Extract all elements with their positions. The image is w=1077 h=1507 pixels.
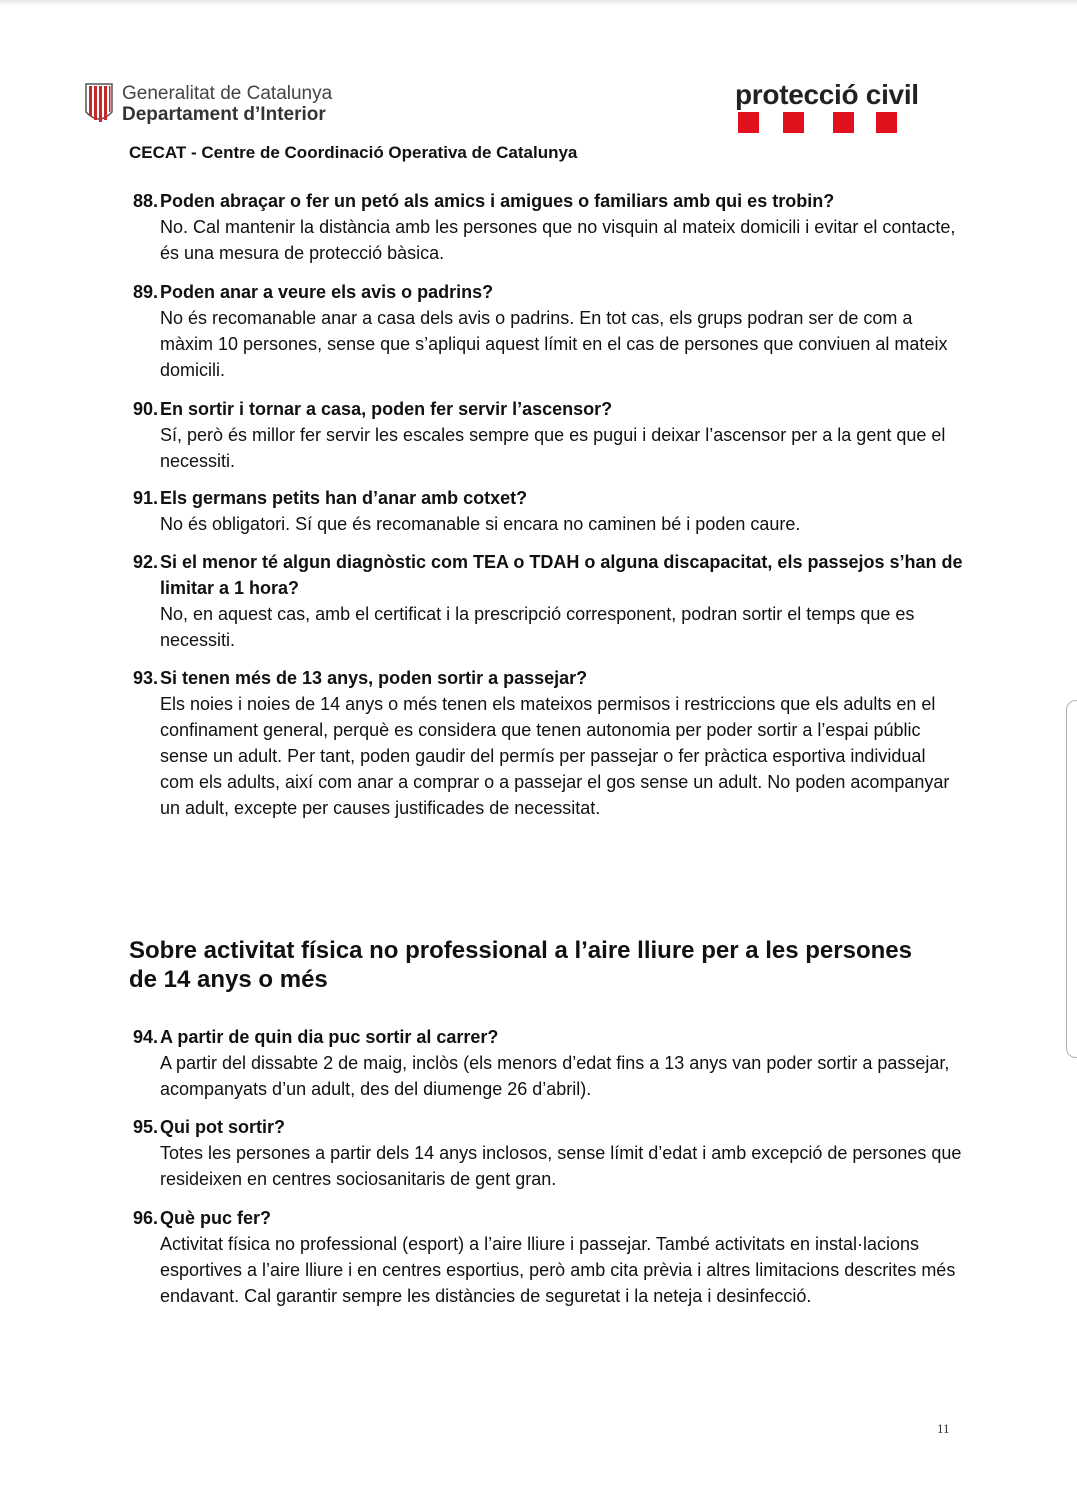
page-number: 11 bbox=[937, 1421, 950, 1436]
question-text: Poden abraçar o fer un petó als amics i amigues o familiars amb qui es trobin? bbox=[160, 191, 835, 211]
red-square bbox=[738, 112, 759, 133]
answer-text: No, en aquest cas, amb el certificat i la prescripció corresponent, podran sortir el temps que es necessiti. bbox=[160, 604, 915, 650]
faq-item-90 bbox=[133, 396, 963, 474]
question-number: 90. bbox=[133, 399, 159, 419]
question-number: 89. bbox=[133, 282, 159, 302]
proteccio-civil-logo bbox=[735, 80, 935, 136]
answer-text: Activitat física no professional (esport) a l’aire lliure i passejar. També activitats en instal·lacions esportives a l’aire lliure i en centres esportius, però amb cita prèvia i altres limitacions descrites més endavant. Cal garantir sempre les distàncies de seguretat i la neteja i desinfecció. bbox=[160, 1234, 956, 1306]
faq-item-91 bbox=[133, 485, 963, 537]
question-number: 88. bbox=[133, 191, 159, 211]
question-text: A partir de quin dia puc sortir al carrer? bbox=[160, 1027, 499, 1047]
question-number: 96. bbox=[133, 1208, 159, 1228]
question-text: Si tenen més de 13 anys, poden sortir a passejar? bbox=[160, 668, 588, 688]
top-edge-shadow bbox=[0, 0, 1077, 6]
answer-text: Totes les persones a partir dels 14 anys inclosos, sense límit d’edat i amb excepció de persones que resideixen en centres sociosanitaris de gent gran. bbox=[160, 1143, 962, 1189]
faq-item-96 bbox=[133, 1205, 963, 1309]
answer-text: Els noies i noies de 14 anys o més tenen els mateixos permisos i restriccions que els adults en el confinament general, perquè es considera que tenen autonomia per poder sortir a l’espai públic sense un adult. Per tant, poden gaudir del permís per passejar o fer pràctica esportiva individual com els adults, així com anar a comprar o a passejar el gos sense un adult. No poden acompanyar un adult, excepte per causes justificades de necessitat. bbox=[160, 694, 950, 818]
faq-item-95 bbox=[133, 1114, 963, 1192]
question-text: Qui pot sortir? bbox=[160, 1117, 285, 1137]
question-text: Si el menor té algun diagnòstic com TEA o TDAH o alguna discapacitat, els passejos s’han de limitar a 1 hora? bbox=[160, 552, 963, 598]
cecat-subtitle: CECAT - Centre de Coordinació Operativa de Catalunya bbox=[129, 143, 578, 162]
faq-item-88 bbox=[133, 188, 963, 266]
dept-name: Departament d’Interior bbox=[122, 104, 326, 125]
question-number: 91. bbox=[133, 488, 159, 508]
generalitat-logo-icon bbox=[84, 82, 114, 126]
answer-text: No és obligatori. Sí que és recomanable si encara no caminen bé i poden caure. bbox=[160, 514, 801, 534]
org-name: Generalitat de Catalunya bbox=[122, 83, 333, 104]
red-square bbox=[783, 112, 804, 133]
question-number: 94. bbox=[133, 1027, 159, 1047]
question-number: 93. bbox=[133, 668, 159, 688]
answer-text: No. Cal mantenir la distància amb les persones que no visquin al mateix domicili i evitar el contacte, és una mesura de protecció bàsica. bbox=[160, 217, 956, 263]
question-text: Què puc fer? bbox=[160, 1208, 272, 1228]
red-squares bbox=[738, 112, 898, 134]
proteccio-civil-wordmark: protecció civil bbox=[735, 79, 919, 110]
question-text: En sortir i tornar a casa, poden fer servir l’ascensor? bbox=[160, 399, 613, 419]
question-text: Els germans petits han d’anar amb cotxet? bbox=[160, 488, 528, 508]
faq-item-89 bbox=[133, 279, 963, 383]
answer-text: A partir del dissabte 2 de maig, inclòs (els menors d’edat fins a 13 anys van poder sortir a passejar, acompanyats d’un adult, des del diumenge 26 d’abril). bbox=[160, 1053, 950, 1099]
red-square bbox=[876, 112, 897, 133]
scroll-handle[interactable] bbox=[1066, 700, 1077, 1058]
question-text: Poden anar a veure els avis o padrins? bbox=[160, 282, 494, 302]
faq-item-94 bbox=[133, 1024, 963, 1102]
section-title: Sobre activitat física no professional a l’aire lliure per a les persones de 14 anys o més bbox=[129, 937, 912, 993]
answer-text: No és recomanable anar a casa dels avis o padrins. En tot cas, els grups podran ser de com a màxim 10 persones, sense que s’apliqui aquest límit en el cas de persones que conviuen al mateix domicili. bbox=[160, 308, 948, 380]
question-number: 95. bbox=[133, 1117, 159, 1137]
answer-text: Sí, però és millor fer servir les escales sempre que es pugui i deixar l’ascensor per a la gent que el necessiti. bbox=[160, 425, 946, 471]
faq-item-93 bbox=[133, 665, 963, 821]
question-number: 92. bbox=[133, 552, 159, 572]
faq-item-92 bbox=[133, 549, 963, 653]
red-square bbox=[833, 112, 854, 133]
